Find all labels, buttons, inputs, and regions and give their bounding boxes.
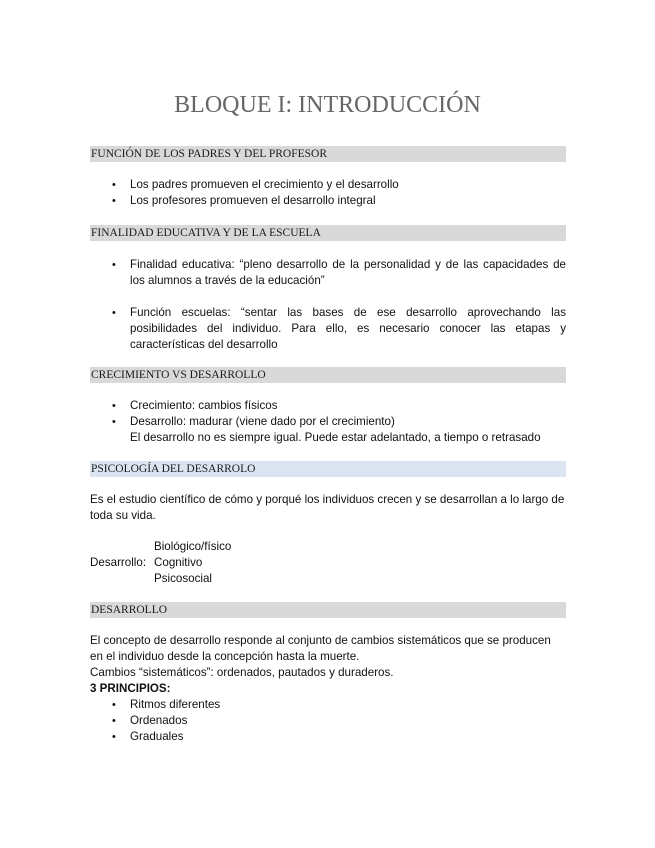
list-item-text: Ordenados bbox=[130, 714, 188, 727]
section-heading-crecimiento: CRECIMIENTO VS DESARROLLO bbox=[90, 367, 566, 383]
bullet-icon: • bbox=[112, 731, 116, 743]
page-title: BLOQUE I: INTRODUCCIÓN bbox=[174, 92, 481, 118]
bullet-icon: • bbox=[112, 416, 116, 428]
list-item-text: Graduales bbox=[130, 730, 184, 743]
list-item-text: Ritmos diferentes bbox=[130, 698, 221, 711]
list-item bbox=[90, 414, 566, 430]
bullet-icon: • bbox=[112, 179, 116, 191]
list-item bbox=[90, 177, 566, 193]
paragraph-desarrollo: El concepto de desarrollo responde al conjunto de cambios sistemáticos que se producen en el individuo desde la concepción hasta la muerte. bbox=[90, 634, 551, 663]
list-finalidad bbox=[90, 257, 566, 353]
list-principios bbox=[90, 697, 566, 745]
list-item-text: Crecimiento: cambios físicos bbox=[130, 399, 278, 412]
bullet-icon: • bbox=[112, 699, 116, 711]
list-item-text: Función escuelas: “sentar las bases de ese desarrollo aprovechando las posibilidades del individuo. Para ello, es necesario conocer las etapas y características del desarrollo bbox=[130, 306, 566, 351]
list-item bbox=[90, 193, 566, 209]
principios-label: 3 PRINCIPIOS: bbox=[90, 682, 171, 695]
list-item-text: El desarrollo no es siempre igual. Puede estar adelantado, a tiempo o retrasado bbox=[130, 431, 541, 444]
list-item-text: Los padres promueven el crecimiento y el desarrollo bbox=[130, 178, 399, 191]
list-item bbox=[90, 398, 566, 414]
list-item-text: Finalidad educativa: “pleno desarrollo de la personalidad y de las capacidades de los alumnos a través de la educación” bbox=[130, 258, 566, 287]
bullet-icon: • bbox=[112, 307, 116, 319]
section-heading-desarrollo: DESARROLLO bbox=[90, 602, 566, 618]
desarrollo-item: Psicosocial bbox=[154, 572, 212, 585]
list-item-note bbox=[90, 430, 566, 446]
bullet-icon: • bbox=[112, 195, 116, 207]
list-item bbox=[90, 697, 566, 713]
desarrollo-item: Biológico/físico bbox=[154, 540, 232, 553]
section-heading-psicologia: PSICOLOGÍA DEL DESARROLO bbox=[90, 461, 566, 477]
bullet-icon: • bbox=[112, 715, 116, 727]
section-heading-padres: FUNCIÓN DE LOS PADRES Y DEL PROFESOR bbox=[90, 146, 566, 162]
desarrollo-item: Cognitivo bbox=[154, 556, 203, 569]
list-item bbox=[90, 305, 566, 353]
list-item-text: Desarrollo: madurar (viene dado por el crecimiento) bbox=[130, 415, 395, 428]
paragraph-psicologia: Es el estudio científico de cómo y porqué los individuos crecen y se desarrollan a lo largo de toda su vida. bbox=[90, 493, 565, 522]
list-item bbox=[90, 729, 566, 745]
bullet-icon: • bbox=[112, 400, 116, 412]
bullet-icon: • bbox=[112, 259, 116, 271]
section-heading-finalidad: FINALIDAD EDUCATIVA Y DE LA ESCUELA bbox=[90, 225, 566, 241]
list-item-text: Los profesores promueven el desarrollo integral bbox=[130, 194, 376, 207]
list-crecimiento bbox=[90, 398, 566, 446]
list-item bbox=[90, 713, 566, 729]
desarrollo-label: Desarrollo: bbox=[90, 556, 147, 569]
paragraph-cambios: Cambios “sistemáticos”: ordenados, pautados y duraderos. bbox=[90, 666, 394, 679]
desarrollo-items bbox=[154, 539, 231, 587]
list-item bbox=[90, 257, 566, 289]
list-padres bbox=[90, 177, 566, 209]
